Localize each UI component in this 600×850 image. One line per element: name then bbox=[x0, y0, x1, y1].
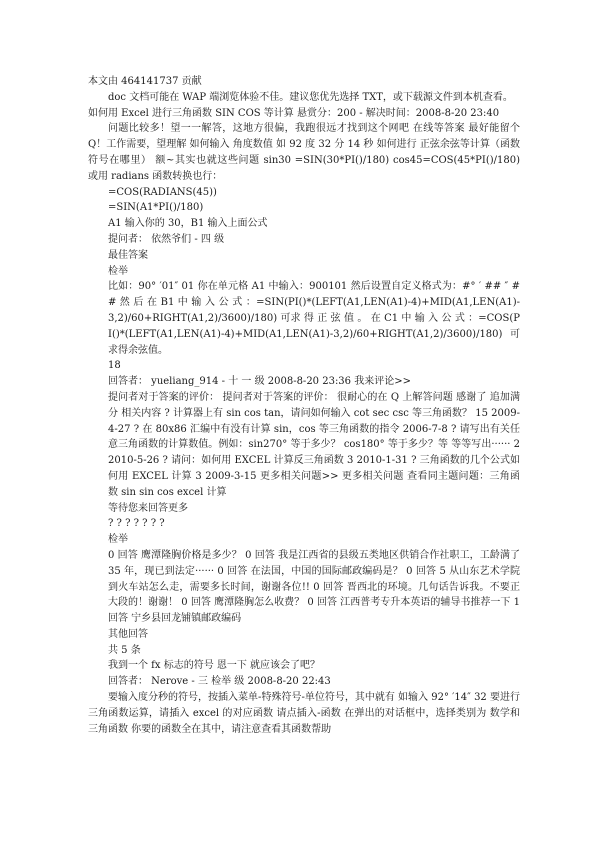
other-answers-heading: 其他回答 bbox=[108, 628, 148, 640]
formula-note: A1 输入你的 30，B1 输入上面公式 bbox=[108, 218, 268, 230]
asker-evaluation: 提问者对于答案的评价： 提问者对于答案的评价： 很耐心的在 Q 上解答问题 感谢了 追加满分 相关内容 ? 计算器上有 sin cos tan，请问如何输入 cot sec csc 等三角函数？ 15 2009-4-27 ? 在 80x86 汇编中有没有计算 sin，cos 等三角函数的指令 2006-7-8 ? 请写出有关任意三角函数的计算数值。例如：sin270° 等于多少？ cos180° 等于多少？等 等等写出······ 2 2010-5-26 ? 请问：如何用 EXCEL 计算反三角函数 3 2010-1-31 ? 三角函数的几个公式如何用 EXCEL 计算 3 2009-3-15 更多相关问题>> 更多相关问题 查看同主题问题：三角函数 sin sin cos excel 计算 bbox=[108, 391, 520, 498]
best-answer-heading: 最佳答案 bbox=[108, 249, 148, 261]
document-content bbox=[88, 74, 520, 737]
question-body: 问题比较多！望一一解答，这地方很偏，我跑很远才找到这个网吧 在线等答案 最好能留个 Q！工作需要，望理解 如何输入 角度数值 如 92 度 32 分 14 秒 如何进行 正弦余弦等计算（函数符号在哪里） 额~其实也就这些问题 sin30 =SIN(30*PI()/180) cos45=COS(45*PI()/180) 或用 radians 函数转换也行： bbox=[88, 123, 520, 182]
formula-sin: =SIN(A1*PI()/180) bbox=[108, 202, 204, 214]
question-marks: ? ? ? ? ? ? ? bbox=[108, 518, 165, 530]
format-notice: doc 文档可能在 WAP 端浏览体验不佳。建议您优先选择 TXT，或下载源文件到本机查看。 bbox=[108, 91, 513, 103]
report-link[interactable]: 检举 bbox=[108, 265, 128, 277]
report-link[interactable]: 检举 bbox=[108, 534, 128, 546]
formula-cos: =COS(RADIANS(45)) bbox=[108, 186, 217, 198]
answerer-line: 回答者： yueliang_914 - 十 一 级 2008-8-20 23:36 我来评论>> bbox=[108, 376, 411, 388]
other-answerer-line: 回答者： Nerove - 三 检举 级 2008-8-20 22:43 bbox=[108, 676, 331, 688]
other-answer-text: 要输入度分秒的符号，按插入菜单-特殊符号-单位符号，其中就有 如输入 92° ′14″ 32 要进行三角函数运算，请插入 excel 的对应函数 请点插入-函数 在弹出的对话框中，选择类别为 数学和三角函数 你要的函数全在其中，请注意查看其函数帮助 bbox=[88, 692, 520, 735]
answer-count: 共 5 条 bbox=[108, 644, 141, 656]
asker-line: 提问者： 依然爷们 - 四 级 bbox=[108, 233, 225, 245]
other-questions-list: 0 回答 鹰潭隆胸价格是多少？ 0 回答 我是江西省的县级五类地区供销合作社职工，工龄满了 35 年，现已到法定······ 0 回答 在法国，中国的国际邮政编码是？ 0 回答 5 从山东艺术学院到火车站怎么走，需要多长时间，谢谢各位!! 0 回答 晋西北的环境。几句话告诉我。不要正大段的！谢谢！ 0 回答 鹰潭隆胸怎么收费？ 0 回答 江西普考专升本英语的辅导书推荐一下 1 回答 宁乡县回龙铺镇邮政编码 bbox=[108, 549, 520, 625]
other-answer-text: 我到一个 fx 标志的符号 恩一下 就应该会了吧？ bbox=[108, 660, 321, 672]
question-title: 如何用 Excel 进行三角函数 SIN COS 等计算 悬赏分：200 - 解决时间：2008-8-20 23:40 bbox=[88, 107, 500, 119]
vote-count: 18 bbox=[108, 360, 121, 372]
waiting-answers-heading: 等待您来回答更多 bbox=[108, 502, 188, 514]
contributor-line: 本文由 464141737 贡献 bbox=[88, 76, 202, 87]
best-answer-body: 比如：90° ′01″ 01 你在单元格 A1 中输入：900101 然后设置自定义格式为：#° ′ ## ″ ## 然 后 在 B1 中 输 入 公 式 ：=SIN(PI()*(LEFT(A1,LEN(A1)-4)+MID(A1,LEN(A1)-3,2)/60+RIGHT(A1,2)/3600)/180) 可求 得 正 弦 值 。 在 C1 中 输 入 公 式 ：=COS(PI()*(LEFT(A1,LEN(A1)-4)+MID(A1,LEN(A1)-3,2)/60+RIGHT(A1,2)/3600)/180) 可求得余弦值。 bbox=[108, 281, 520, 356]
